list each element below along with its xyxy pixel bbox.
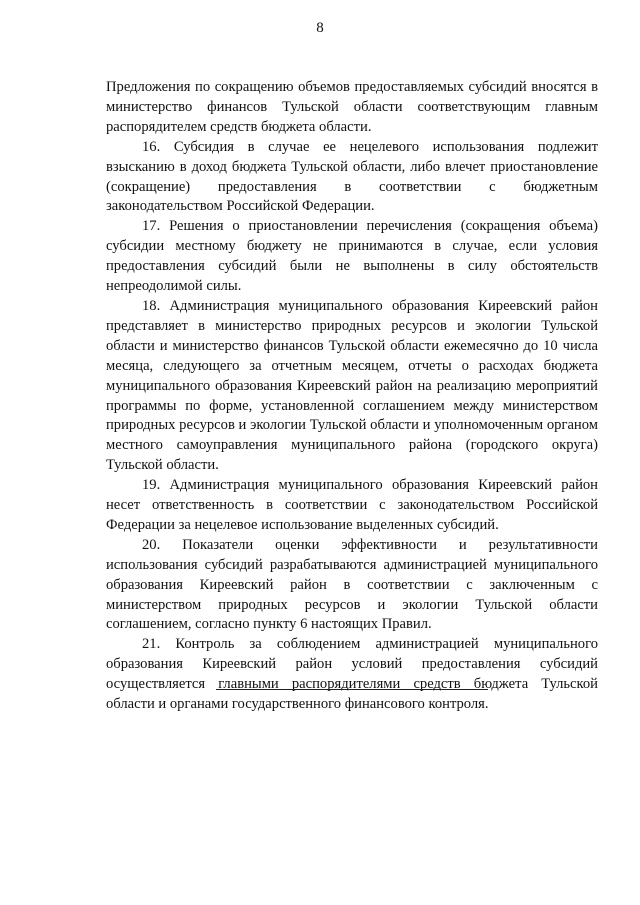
paragraph-16: 16. Субсидия в случае ее нецелевого использования подлежит взысканию в доход бюджета Тульской области, либо влечет приостановление (сокращение) предоставления в соответствии с бюджетным законодательством Российской Федерации.: [106, 138, 598, 215]
paragraph-18: 18. Администрация муниципального образования Киреевский район представляет в министерство природных ресурсов и экологии Тульской области и министерство финансов Тульской области ежемесячно до 10 числа месяца, следующего за отчетным месяцем, отчеты о расходах бюджета муниципального образования Киреевский район на реализацию мероприятий программы по форме, установленной соглашением между министерством природных ресурсов и экологии Тульской области и уполномоченным органом местного самоуправления муниципального района (городского округа) Тульской области.: [106, 297, 598, 474]
paragraph-21: 21. Контроль за соблюдением администрацией муниципального образования Киреевский район условий предоставления субсидий осуществляется главными распорядителями средств бюджета Тульской области и органами государственного финансового контроля.: [106, 636, 598, 713]
paragraph-budget-reduction: Предложения по сокращению объемов предоставляемых субсидий вносятся в министерство финансов Тульской области соответствующим главным распорядителем средств бюджета области.: [106, 79, 598, 135]
document-body: [106, 78, 598, 715]
paragraph-20: 20. Показатели оценки эффективности и результативности использования субсидий разрабатываются администрацией муниципального образования Киреевский район в соответствии с заключенным с министерством природных ресурсов и экологии Тульской области соглашением, согласно пункту 6 настоящих Правил.: [106, 536, 598, 633]
closing-rule: [216, 689, 488, 690]
page-number: 8: [316, 20, 324, 36]
paragraph-17: 17. Решения о приостановлении перечисления (сокращения объема) субсидии местному бюджету не принимаются в случае, если условия предоставления субсидий были не выполнены в силу обстоятельств непреодолимой силы.: [106, 218, 598, 295]
paragraph-19: 19. Администрация муниципального образования Киреевский район несет ответственность в соответствии с законодательством Российской Федерации за нецелевое использование выделенных субсидий.: [106, 477, 598, 533]
